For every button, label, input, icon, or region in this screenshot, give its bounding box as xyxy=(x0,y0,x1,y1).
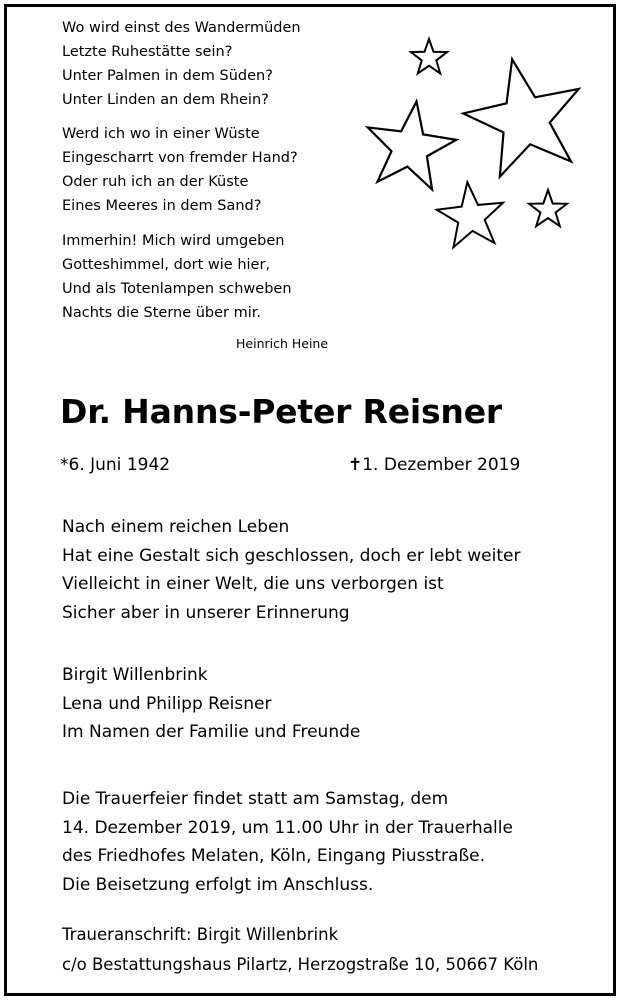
poem-line: Unter Palmen in dem Süden? xyxy=(62,68,273,84)
poem-author: Heinrich Heine xyxy=(236,336,329,351)
star-icon xyxy=(526,188,570,232)
text-line: Nach einem reichen Leben xyxy=(62,517,290,537)
star-icon xyxy=(434,180,508,254)
address-line: c/o Bestattungshaus Pilartz, Herzogstraße 10, 50667 Köln xyxy=(62,955,539,974)
mourners xyxy=(62,661,360,747)
text-line: Sicher aber in unserer Erinnerung xyxy=(62,602,350,623)
star-icon xyxy=(409,38,449,78)
poem-line: Unter Linden an dem Rhein? xyxy=(62,92,269,108)
poem-line: Eines Meeres in dem Sand? xyxy=(62,198,262,214)
poem-stanza-1 xyxy=(62,16,301,112)
birth-date: *6. Juni 1942 xyxy=(60,455,171,475)
deceased-name: Dr. Hanns-Peter Reisner xyxy=(60,392,502,431)
poem-line: Werd ich wo in einer Wüste xyxy=(62,126,260,142)
poem-line: Wo wird einst des Wandermüden xyxy=(62,20,301,36)
mourner-line: Im Namen der Familie und Freunde xyxy=(62,722,361,742)
star-icon xyxy=(460,55,590,185)
address-line: Traueranschrift: Birgit Willenbrink xyxy=(62,925,339,944)
text-line: Hat eine Gestalt sich geschlossen, doch er lebt weiter xyxy=(62,545,521,566)
poem-line: Oder ruh ich an der Küste xyxy=(62,174,249,190)
poem-stanza-2 xyxy=(62,122,298,218)
mourner-line: Lena und Philipp Reisner xyxy=(62,693,272,714)
poem-line: Nachts die Sterne über mir. xyxy=(62,305,262,321)
poem-line: Letzte Ruhestätte sein? xyxy=(62,44,233,60)
ceremony-line: 14. Dezember 2019, um 11.00 Uhr in der Trauerhalle xyxy=(62,817,513,838)
poem-line: Immerhin! Mich wird umgeben xyxy=(62,233,285,249)
ceremony-info xyxy=(62,785,513,899)
poem-stanza-3 xyxy=(62,229,292,325)
poem-line: Gotteshimmel, dort wie hier, xyxy=(62,257,271,273)
death-date: ✝1. Dezember 2019 xyxy=(348,455,521,475)
poem-line: Und als Totenlampen schweben xyxy=(62,281,292,297)
memorial-text xyxy=(62,513,520,627)
mourning-address xyxy=(62,920,538,980)
poem-line: Eingescharrt von fremder Hand? xyxy=(62,150,298,166)
mourner-line: Birgit Willenbrink xyxy=(62,665,208,685)
ceremony-line: des Friedhofes Melaten, Köln, Eingang Piusstraße. xyxy=(62,846,486,866)
ceremony-line: Die Beisetzung erfolgt im Anschluss. xyxy=(62,874,374,895)
text-line: Vielleicht in einer Welt, die uns verborgen ist xyxy=(62,574,444,594)
ceremony-line: Die Trauerfeier findet statt am Samstag, dem xyxy=(62,789,449,809)
